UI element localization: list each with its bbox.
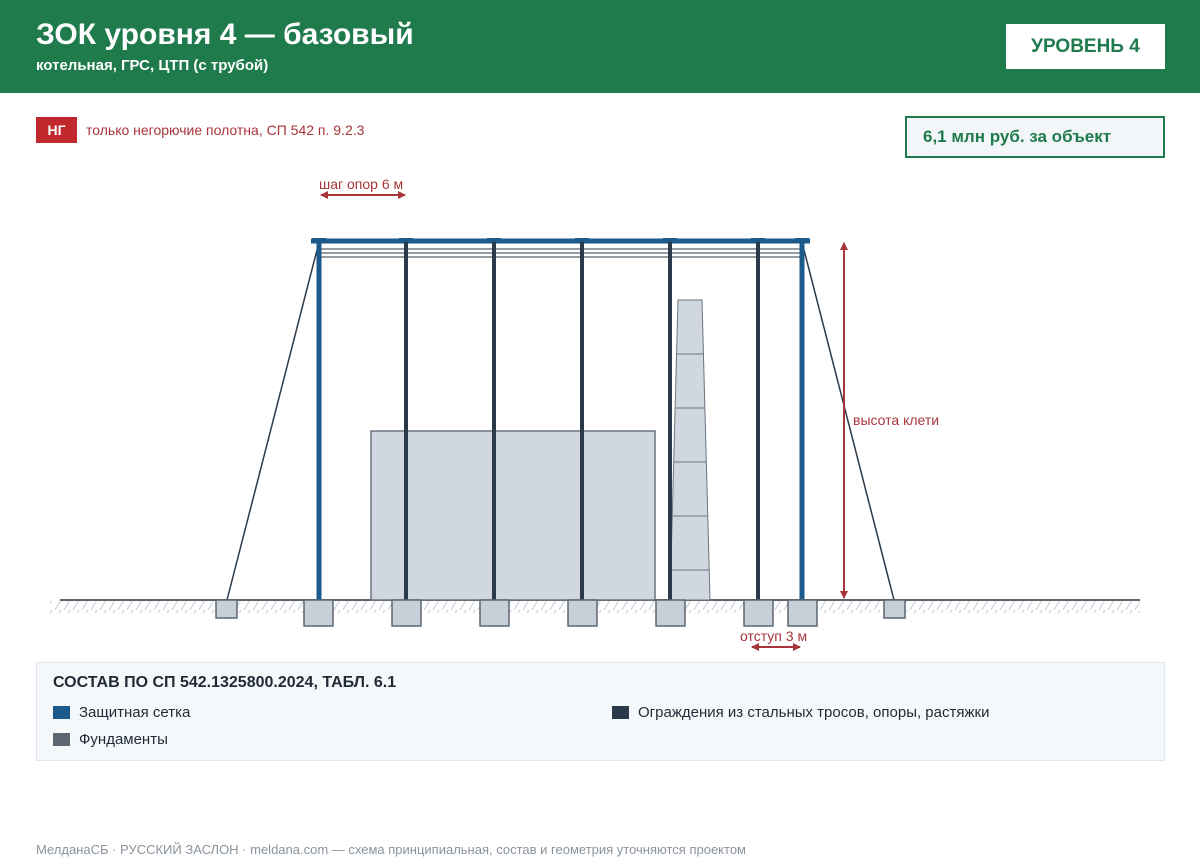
foundation-block bbox=[656, 600, 685, 626]
legend-swatch bbox=[612, 706, 629, 719]
legend-item-label: Фундаменты bbox=[79, 731, 168, 748]
legend-title: СОСТАВ ПО СП 542.1325800.2024, ТАБЛ. 6.1 bbox=[53, 674, 397, 691]
header-bar bbox=[0, 0, 1200, 93]
legend-swatch bbox=[53, 706, 70, 719]
foundation-block bbox=[568, 600, 597, 626]
foundation-block bbox=[788, 600, 817, 626]
legend-item-foundations bbox=[53, 731, 168, 748]
ng-badge: НГ bbox=[36, 117, 77, 143]
legend-panel bbox=[36, 662, 1165, 761]
chimney bbox=[670, 300, 710, 600]
support-spacing-label: шаг опор 6 м bbox=[319, 176, 404, 192]
anchor-foundation-left bbox=[216, 600, 237, 618]
offset-label: отступ 3 м bbox=[740, 628, 808, 644]
ng-note-text: только негорючие полотна, СП 542 п. 9.2.3 bbox=[86, 122, 365, 138]
page-title: ЗОК уровня 4 — базовый bbox=[36, 18, 414, 51]
page-subtitle: котельная, ГРС, ЦТП (с трубой) bbox=[36, 57, 269, 74]
legend-item-label: Ограждения из стальных тросов, опоры, растяжки bbox=[638, 704, 990, 721]
ng-note bbox=[36, 117, 364, 143]
fence-scheme-diagram bbox=[0, 160, 1200, 660]
level-badge: УРОВЕНЬ 4 bbox=[1006, 24, 1165, 69]
legend-item-label: Защитная сетка bbox=[79, 704, 191, 721]
legend-item-protective-net bbox=[53, 704, 190, 721]
foundation-block bbox=[304, 600, 333, 626]
legend-item-steel-cables bbox=[612, 704, 989, 721]
footer-note: МелданаСБ · РУССКИЙ ЗАСЛОН · meldana.com — схема принципиальная, состав и геометрия уточняются проектом bbox=[36, 842, 746, 857]
boiler-building bbox=[371, 431, 655, 600]
price-box: 6,1 млн руб. за объект bbox=[905, 116, 1165, 158]
foundation-block bbox=[480, 600, 509, 626]
foundation-block bbox=[392, 600, 421, 626]
foundation-block bbox=[744, 600, 773, 626]
guy-wire-left bbox=[227, 246, 318, 600]
cage-height-label: высота клети bbox=[853, 412, 940, 428]
anchor-foundation-right bbox=[884, 600, 905, 618]
legend-swatch bbox=[53, 733, 70, 746]
